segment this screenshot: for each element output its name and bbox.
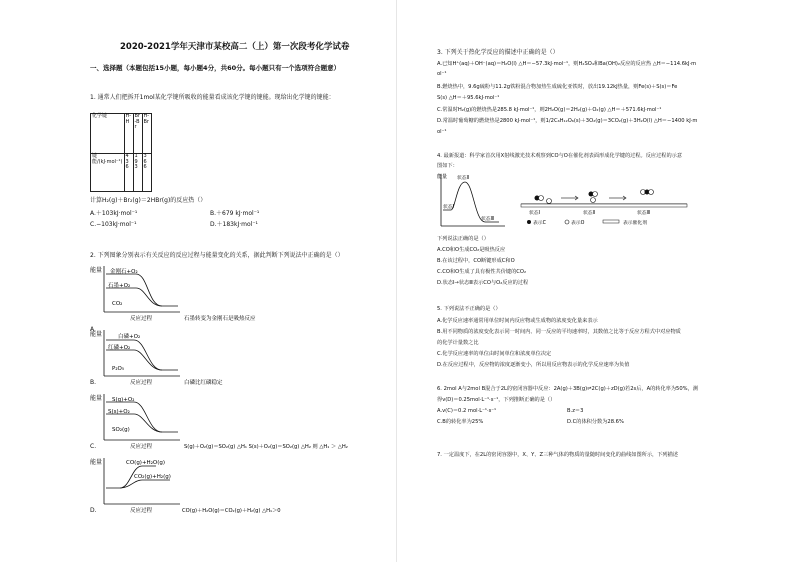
q6-stem: 6. 2mol A与2mol B混合于2L的密闭容器中反应：2A(g)＋3B(g)⇌2C(g)＋zD(g)若2s后，A的转化率为50%，测: [437, 386, 698, 392]
energy-diagram-d: [90, 456, 390, 514]
q1-question: 计算H₂(g)＋Br₂(g)＝2HBr(g)的反应热（）: [90, 197, 207, 204]
upper-label: CO(g)+H₂O(g): [126, 460, 166, 466]
q1-option-d: D.＋183kJ·mol⁻¹: [210, 221, 258, 228]
lower-label: 红磷+O₂: [108, 345, 131, 351]
y-label: 能量: [90, 459, 103, 466]
oxygen-atom: [591, 198, 596, 203]
q6-option-a: A.v(C)＝0.2 mol·L⁻¹·s⁻¹: [437, 408, 497, 414]
state-i-label: 状态Ⅰ: [443, 205, 455, 210]
state-iii-label: 状态Ⅲ: [481, 217, 494, 222]
energy-curve: [443, 182, 499, 222]
upper-label: 金刚石+O₂: [110, 269, 138, 275]
lower-label: CO₂(g)+H₂(g): [134, 474, 171, 480]
q4-option-c: C.CO和O生成了具有极性共价键的CO₂: [437, 269, 527, 275]
oxygen-atom: [649, 190, 654, 195]
y-label: 能量: [90, 395, 103, 402]
table-cell: 436: [124, 154, 133, 192]
q2-option-a-letter: A.: [90, 326, 96, 333]
table-cell: 键能/(kJ·mol⁻¹): [91, 154, 125, 192]
q1-option-a: A.＋103kJ·mol⁻¹: [90, 210, 138, 217]
energy-diagram-a: [90, 264, 390, 322]
table-header-cell: Br-Br: [133, 114, 142, 154]
state-iii-caption: 状态Ⅲ: [637, 211, 650, 216]
q2-option-c-letter: C.: [90, 443, 97, 450]
q1-stem: 1. 通常人们把拆开1mol某化学键所吸收的能量看成该化学键的键能。现给出化学键的键能：: [90, 94, 335, 101]
state-ii-caption: 状态Ⅱ: [583, 211, 595, 216]
state-i-caption: 状态Ⅰ: [529, 211, 541, 216]
y-label: 能量: [90, 267, 103, 274]
q1-option-b: B.＋679 kJ·mol⁻¹: [210, 210, 260, 217]
q6-option-d: D.C的体积分数为28.6%: [567, 419, 624, 425]
upper-label: 白磷+O₂: [118, 334, 141, 340]
state-ii-label: 状态Ⅱ: [457, 176, 469, 181]
q5-option-d: D.在反应过程中，反应物的浓度逐渐变小，所以用反应物表示的化学反应速率为负值: [437, 362, 630, 368]
option-text: 白磷比红磷稳定: [184, 380, 223, 386]
q5-option-a: A.化学反应速率通常用单位时间内反应物或生成物的浓度变化量来表示: [437, 318, 598, 324]
q2-stem: 2. 下列图象分别表示有关反应的反应过程与能量变化的关系，据此判断下列说法中正确的是（）: [90, 252, 344, 259]
q5-option-b: B.用不同物质的浓度变化表示同一时间内、同一反应的平均速率时，其数值之比等于反应方程式中对应物质: [437, 329, 681, 335]
lower-label: 石墨+O₂: [108, 283, 131, 289]
option-text: CO(g)＋H₂O(g)＝CO₂(g)＋H₂(g) △H₁＞0: [182, 508, 281, 514]
q7-stem: 7. 一定温度下，在2L的密闭容器中，X、Y、Z三种气体的物质的量随时间变化的曲线如图所示，下列描述: [437, 452, 678, 458]
x-label: 反应过程: [130, 444, 153, 450]
q6-option-c: C.B的转化率为25%: [437, 419, 484, 425]
q4-stem: 4. 最新报道：科学家首次用X射线激光技术观察到CO与O在催化剂表面形成化学键的过程。反应过程的示意: [437, 153, 683, 159]
q5-option-b-cont: 的化学计量数之比: [437, 340, 479, 346]
right-column: [397, 0, 794, 562]
oxygen-atom: [547, 199, 552, 204]
energy-diagram-b: [90, 328, 390, 386]
table-header-cell: 化学键: [91, 114, 125, 154]
q3-option-a: A.已知H⁺(aq)＋OH⁻(aq)＝H₂O(l) △H＝−57.3kJ·mol⁻¹，则H₂SO₄和Ba(OH)₂反应的反应热 △H＝−114.6kJ·m: [437, 61, 697, 67]
q3-option-d: D.常温时葡萄糖的燃烧热是2800 kJ·mol⁻¹，则1/2C₆H₁₂O₆(s)＋3O₂(g)＝3CO₂(g)＋3H₂O(l) △H＝−1400 kJ·m: [437, 118, 698, 124]
energy-label: 能量: [437, 174, 448, 180]
legend-oxygen: 表示O: [571, 221, 585, 226]
curve-lower: [120, 480, 170, 488]
q4-option-a: A.CO和O生成CO₂是吸热反应: [437, 247, 506, 253]
lower-label: S(s)+O₂: [108, 409, 130, 415]
section-heading: 一、选择题（本题包括15小题，每小题4分，共60分。每小题只有一个选项符合题意）: [90, 64, 341, 72]
q5-option-c: C.化学反应速率的单位由时间单位和浓度单位决定: [437, 351, 552, 357]
q2-option-b-letter: B.: [90, 379, 97, 386]
q4-option-b: B.在该过程中，CO断键形成C和O: [437, 258, 515, 264]
q3-option-a-cont: ol⁻¹: [437, 71, 447, 77]
table-cell: 193: [133, 154, 142, 192]
q6-stem-cont: 得v(D)＝0.25mol·L⁻¹·s⁻¹，下列推断正确的是（）: [437, 397, 556, 403]
x-label: 反应过程: [130, 380, 153, 386]
page-title: 2020-2021学年天津市某校高二（上）第一次段考化学试卷: [120, 42, 350, 52]
table-header-cell: H-Br: [142, 114, 151, 154]
legend-oxygen-icon: [565, 220, 569, 224]
legend-carbon-icon: [527, 220, 531, 224]
legend-catalyst: 表示催化剂: [623, 221, 647, 226]
legend-carbon: 表示C: [533, 221, 546, 226]
oxygen-atom: [593, 192, 598, 197]
x-label: 反应过程: [130, 316, 153, 322]
bottom-label: CO₂: [112, 301, 123, 307]
table-cell: 366: [142, 154, 151, 192]
bond-energy-table: [90, 113, 152, 192]
q6-option-b: B.z＝3: [567, 408, 584, 414]
reaction-diagram: [437, 170, 767, 232]
q1-option-c: C.−103kJ·mol⁻¹: [90, 221, 137, 228]
table-header-cell: H-H: [124, 114, 133, 154]
q2-option-d-letter: D.: [90, 507, 97, 514]
oxygen-atom: [539, 196, 544, 201]
q5-stem: 5. 下列说法不正确的是（）: [437, 306, 501, 312]
option-text: S(g)＋O₂(g)＝SO₂(g) △H₁ S(s)＋O₂(g)＝SO₂(g) △H₂ 则 △H₁ ＞ △H₂: [184, 444, 348, 450]
q3-option-d-cont: ol⁻¹: [437, 129, 447, 135]
q4-stem-cont: 图如下：: [437, 163, 458, 169]
q4-option-d: D.状态Ⅰ→状态Ⅲ表示CO与O₂反应的过程: [437, 280, 529, 286]
bottom-label: P₂O₅: [112, 366, 125, 372]
q3-option-b: B.燃烧热中，9.6g硫粉与11.2g铁粉混合物加热生成硫化亚铁时，放出19.12kJ热量，则Fe(s)＋S(s)＝Fe: [437, 84, 678, 90]
option-text: 石墨转变为金刚石是吸热反应: [184, 316, 256, 322]
x-label: 反应过程: [130, 508, 153, 514]
bottom-label: SO₂(g): [112, 427, 130, 433]
q3-option-b-cont: S(s) △H＝＋95.6kJ·mol⁻¹: [437, 95, 500, 101]
catalyst-surface: [521, 204, 687, 207]
q4-question: 下列说法正确的是（）: [437, 236, 489, 242]
q3-stem: 3. 下列关于热化学反应的描述中正确的是（）: [437, 49, 559, 56]
legend-catalyst-icon: [603, 220, 619, 223]
energy-diagram-c: [90, 392, 390, 450]
q3-option-c: C.常温时H₂(g)的燃烧热是285.8 kJ·mol⁻¹，则2H₂O(g)＝2H₂(g)＋O₂(g) △H＝＋571.6kJ·mol⁻¹: [437, 107, 662, 113]
y-label: 能量: [90, 331, 103, 338]
upper-label: S(g)+O₂: [112, 397, 135, 403]
